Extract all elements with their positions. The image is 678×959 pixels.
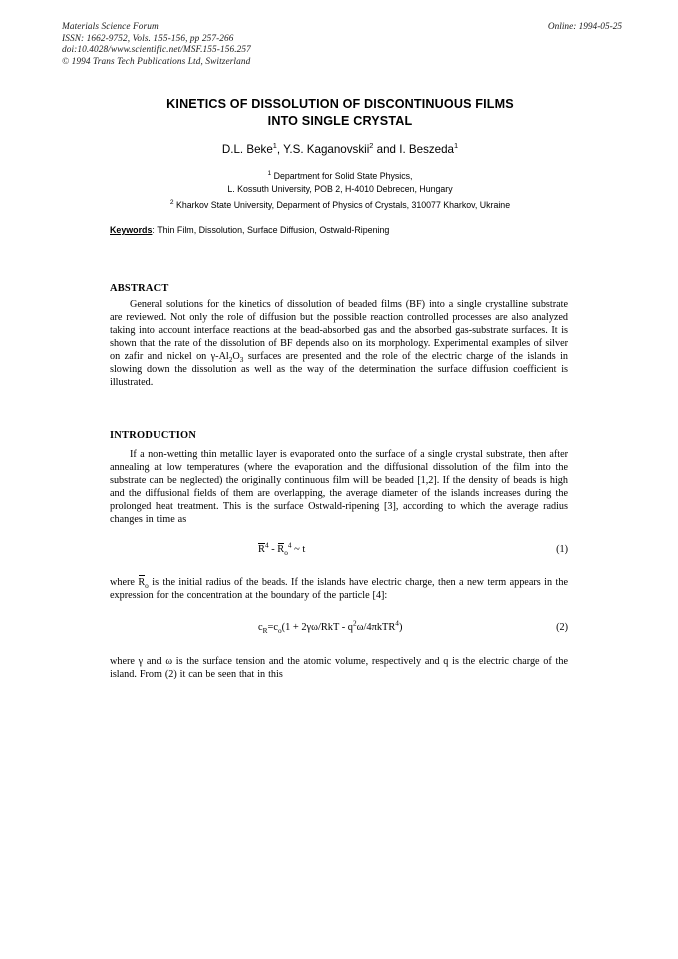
affiliation-1-department: Department for Solid State Physics, xyxy=(273,171,413,181)
equation-2-exponent-4: 4 xyxy=(395,618,399,628)
author-2-affiliation-marker: 2 xyxy=(369,141,374,151)
equation-1 xyxy=(110,540,568,558)
author-3-name: I. Beszeda xyxy=(399,143,455,156)
equation-2-subscript-R: R xyxy=(262,626,268,636)
author-list xyxy=(62,143,618,156)
publisher-header xyxy=(62,22,622,68)
equation-2-c: c xyxy=(258,622,263,633)
abstract-text-part-3: surfaces are presented and the role of the electric charge of the islands in slowing down the dissolution as well as the way of the determination the surface diffusion coefficient is illustrated. xyxy=(110,351,568,388)
abstract-subscript-3: 3 xyxy=(239,355,244,365)
page-title-line-1: KINETICS OF DISSOLUTION OF DISCONTINUOUS FILMS xyxy=(166,97,514,111)
introduction-heading: INTRODUCTION xyxy=(110,430,197,441)
author-1-name: D.L. Beke xyxy=(221,143,273,156)
affiliation-1 xyxy=(62,170,618,195)
introduction-paragraph-1: If a non-wetting thin metallic layer is evaporated onto the surface of a single crystal substrate, then after annealing at low temperatures (where the evaporation and the diffusional dissolution of the film into the substrate can be neglected) the originally continuous film will be beaded [1,2]. If the density of beads is high and the diffusional fields of them are overlapping, the average diameter of the islands increases during the prolonged heat treatment. This is the surface Ostwald-ripening [3], according to which the average radius changes in time as xyxy=(110,449,568,525)
paragraph-after-equation-1 xyxy=(110,576,568,602)
equation-2 xyxy=(110,618,568,636)
equation-1-relation: ~ t xyxy=(291,544,306,555)
equation-2-equals-c: =c xyxy=(267,622,278,633)
copyright-line: © 1994 Trans Tech Publications Ltd, Switzerland xyxy=(62,56,251,67)
equation-1-exponent-1: 4 xyxy=(264,540,269,550)
abstract-text-part-2: O xyxy=(232,351,240,362)
after-eq1-part-2: is the initial radius of the beads. If the islands have electric charge, then a new term appears in the expression for the concentration at the boundary of the particle [4]: xyxy=(110,577,568,601)
equation-2-close-paren: ) xyxy=(398,622,403,633)
keywords-value: Thin Film, Dissolution, Surface Diffusion, Ostwald-Ripening xyxy=(157,225,390,235)
abstract-heading: ABSTRACT xyxy=(110,283,169,294)
abstract-subscript-2: 2 xyxy=(228,355,233,365)
equation-2-subscript-o: o xyxy=(277,626,282,636)
author-separator-1: , xyxy=(276,143,284,156)
affiliation-2-text: Kharkov State University, Deparment of Physics of Crystals, 310077 Kharkov, Ukraine xyxy=(176,200,511,210)
online-publication-date: Online: 1994-05-25 xyxy=(547,22,622,32)
equation-1-r-bar-0: R xyxy=(277,544,285,555)
keywords-line xyxy=(110,225,630,235)
affiliation-2 xyxy=(62,199,618,212)
keywords-separator: : xyxy=(152,225,158,235)
equation-2-open-term: (1 + 2γω/RkT - q xyxy=(281,622,353,633)
after-eq1-part-1: where xyxy=(110,577,139,588)
equation-1-minus: - xyxy=(268,544,278,555)
equation-1-exponent-2: 4 xyxy=(287,540,292,550)
equation-1-number: (1) xyxy=(556,544,568,555)
after-eq1-subscript-o: o xyxy=(145,581,149,591)
author-separator-2: and xyxy=(373,143,400,156)
abstract-body xyxy=(110,298,568,389)
title-block xyxy=(62,96,618,129)
affiliation-1-marker: 1 xyxy=(267,170,272,178)
paragraph-after-equation-2: where γ and ω is the surface tension and the atomic volume, respectively and q is the electric charge of the island. From (2) it can be seen that in this xyxy=(110,656,568,680)
equation-1-r-bar: R xyxy=(258,544,265,555)
author-3-affiliation-marker: 1 xyxy=(454,141,459,151)
issn-volume-pages: ISSN: 1662-9752, Vols. 155-156, pp 257-266 xyxy=(62,33,234,44)
journal-name: Materials Science Forum xyxy=(62,22,159,32)
author-2-name: Y.S. Kaganovskii xyxy=(283,143,370,156)
affiliation-2-marker: 2 xyxy=(169,199,174,207)
equation-1-expression xyxy=(258,540,306,558)
after-eq1-r-bar: R xyxy=(138,577,146,588)
page-title-line-2: INTO SINGLE CRYSTAL xyxy=(267,113,413,128)
affiliation-1-line-2: L. Kossuth University, POB 2, H-4010 Debrecen, Hungary xyxy=(227,183,453,194)
abstract-text-part-1: General solutions for the kinetics of dissolution of beaded films (BF) into a single crystalline substrate are reviewed. Not only the role of diffusion but the possible reaction controlled processes are also analyzed taking into account interface reactions at the bead-absorbed gas and the absorbed gas-substrate surfaces. It is shown that the rate of the dissolution of BF depends also on its morphology. Experimental examples of silver on zafir and nickel on γ-Al xyxy=(110,299,568,362)
equation-2-number: (2) xyxy=(556,622,568,633)
publisher-info-block xyxy=(62,22,251,68)
equation-2-mid-term: ω/4πkTR xyxy=(356,622,396,633)
keywords-label: Keywords xyxy=(110,225,153,235)
author-1-affiliation-marker: 1 xyxy=(272,141,277,151)
affiliation-1-line-1 xyxy=(62,170,618,183)
equation-2-exponent-2: 2 xyxy=(353,618,357,628)
equation-2-expression xyxy=(258,618,403,636)
doi-line: doi:10.4028/www.scientific.net/MSF.155-156.257 xyxy=(62,45,251,56)
equation-1-subscript-o: o xyxy=(284,548,288,558)
